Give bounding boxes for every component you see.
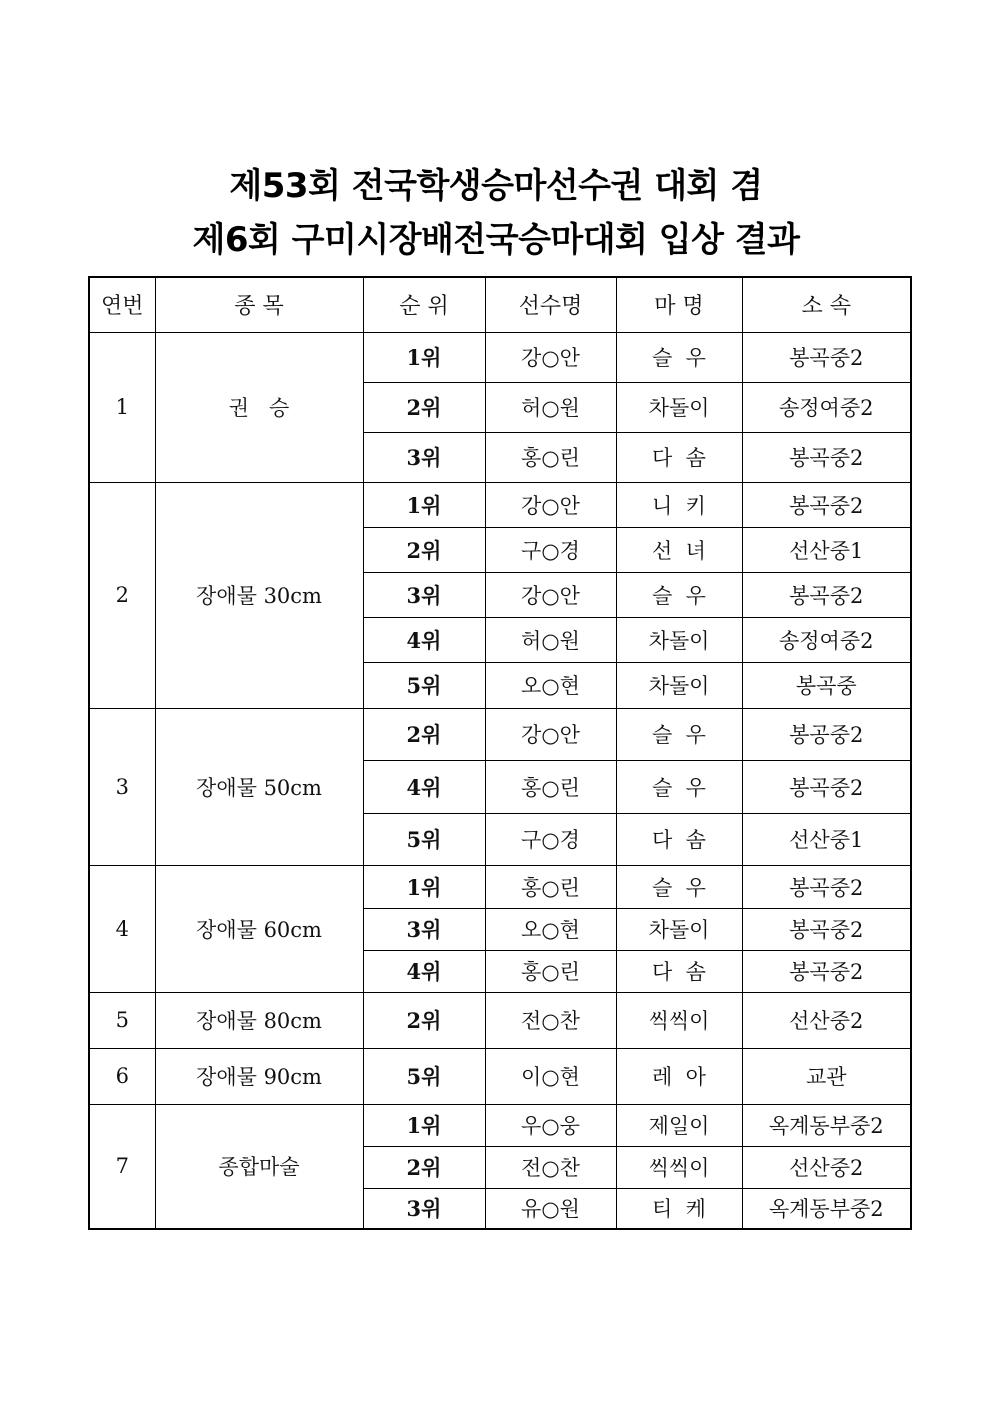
cell-event: 장애물 80cm [155,992,363,1048]
cell-horse: 다 솜 [616,950,742,992]
cell-rank: 5위 [363,662,485,708]
cell-no: 3 [89,708,155,865]
cell-horse: 차돌이 [616,908,742,950]
cell-team: 옥계동부중2 [742,1104,911,1146]
cell-horse: 선 녀 [616,527,742,572]
header-rider: 선수명 [485,277,616,332]
cell-rider: 구○경 [485,813,616,865]
cell-rider: 허○원 [485,617,616,662]
document-title-line-2: 제6회 구미시장배전국승마대회 입상 결과 [192,220,800,260]
cell-rank: 2위 [363,708,485,760]
cell-rider: 유○원 [485,1188,616,1229]
cell-event: 장애물 90cm [155,1048,363,1104]
cell-team: 송정여중2 [742,382,911,432]
table-row [89,482,911,527]
cell-horse: 티 케 [616,1188,742,1229]
cell-team: 봉곡중 [742,662,911,708]
cell-team: 봉공중2 [742,708,911,760]
cell-rank: 3위 [363,1188,485,1229]
cell-team: 선산중1 [742,813,911,865]
cell-rank: 2위 [363,992,485,1048]
cell-rank: 1위 [363,332,485,382]
cell-horse: 차돌이 [616,382,742,432]
cell-team: 봉곡중2 [742,332,911,382]
cell-horse: 슬 우 [616,572,742,617]
document-title-line-1: 제53회 전국학생승마선수권 대회 겸 [229,166,763,206]
cell-team: 봉곡중2 [742,482,911,527]
cell-horse: 레 아 [616,1048,742,1104]
cell-team: 봉곡중2 [742,865,911,908]
cell-rider: 강○안 [485,482,616,527]
cell-rank: 1위 [363,482,485,527]
cell-rank: 1위 [363,1104,485,1146]
cell-rider: 강○안 [485,572,616,617]
header-event: 종 목 [155,277,363,332]
cell-rider: 홍○린 [485,432,616,482]
cell-rider: 오○현 [485,662,616,708]
cell-horse: 차돌이 [616,617,742,662]
cell-rank: 5위 [363,1048,485,1104]
cell-team: 옥계동부중2 [742,1188,911,1229]
cell-team: 송정여중2 [742,617,911,662]
cell-rank: 3위 [363,432,485,482]
cell-rank: 3위 [363,908,485,950]
cell-rank: 5위 [363,813,485,865]
cell-rank: 4위 [363,760,485,813]
cell-rider: 강○안 [485,332,616,382]
cell-team: 봉곡중2 [742,432,911,482]
header-team: 소 속 [742,277,911,332]
cell-horse: 다 솜 [616,432,742,482]
cell-team: 봉곡중2 [742,760,911,813]
cell-event: 권 승 [155,332,363,482]
cell-horse: 슬 우 [616,708,742,760]
cell-event: 장애물 50cm [155,708,363,865]
cell-rider: 홍○린 [485,865,616,908]
cell-horse: 다 솜 [616,813,742,865]
cell-no: 5 [89,992,155,1048]
cell-rank: 2위 [363,527,485,572]
cell-team: 선산중1 [742,527,911,572]
cell-rider: 홍○린 [485,950,616,992]
table-row [89,1104,911,1146]
cell-team: 교관 [742,1048,911,1104]
cell-rider: 우○웅 [485,1104,616,1146]
cell-rank: 4위 [363,617,485,662]
cell-team: 봉곡중2 [742,950,911,992]
table-row [89,992,911,1048]
cell-rider: 전○찬 [485,1146,616,1188]
cell-event: 장애물 60cm [155,865,363,992]
cell-team: 봉곡중2 [742,908,911,950]
table-row [89,865,911,908]
cell-rider: 강○안 [485,708,616,760]
cell-rider: 허○원 [485,382,616,432]
cell-horse: 제일이 [616,1104,742,1146]
cell-no: 1 [89,332,155,482]
cell-rider: 오○현 [485,908,616,950]
cell-rank: 4위 [363,950,485,992]
cell-event: 장애물 30cm [155,482,363,708]
cell-no: 2 [89,482,155,708]
cell-horse: 차돌이 [616,662,742,708]
cell-rank: 2위 [363,1146,485,1188]
cell-team: 봉곡중2 [742,572,911,617]
header-rank: 순 위 [363,277,485,332]
cell-rank: 2위 [363,382,485,432]
cell-horse: 슬 우 [616,865,742,908]
cell-rider: 홍○린 [485,760,616,813]
cell-rider: 구○경 [485,527,616,572]
cell-rank: 3위 [363,572,485,617]
cell-horse: 니 키 [616,482,742,527]
results-table [88,276,912,1230]
header-horse: 마 명 [616,277,742,332]
cell-team: 선산중2 [742,992,911,1048]
cell-horse: 씩씩이 [616,992,742,1048]
cell-no: 6 [89,1048,155,1104]
table-header-row [89,277,911,332]
table-row [89,332,911,382]
cell-rider: 전○찬 [485,992,616,1048]
cell-horse: 씩씩이 [616,1146,742,1188]
cell-rank: 1위 [363,865,485,908]
cell-rider: 이○현 [485,1048,616,1104]
table-row [89,1048,911,1104]
table-row [89,708,911,760]
header-no: 연번 [89,277,155,332]
cell-horse: 슬 우 [616,332,742,382]
cell-horse: 슬 우 [616,760,742,813]
cell-no: 4 [89,865,155,992]
cell-team: 선산중2 [742,1146,911,1188]
cell-event: 종합마술 [155,1104,363,1229]
cell-no: 7 [89,1104,155,1229]
